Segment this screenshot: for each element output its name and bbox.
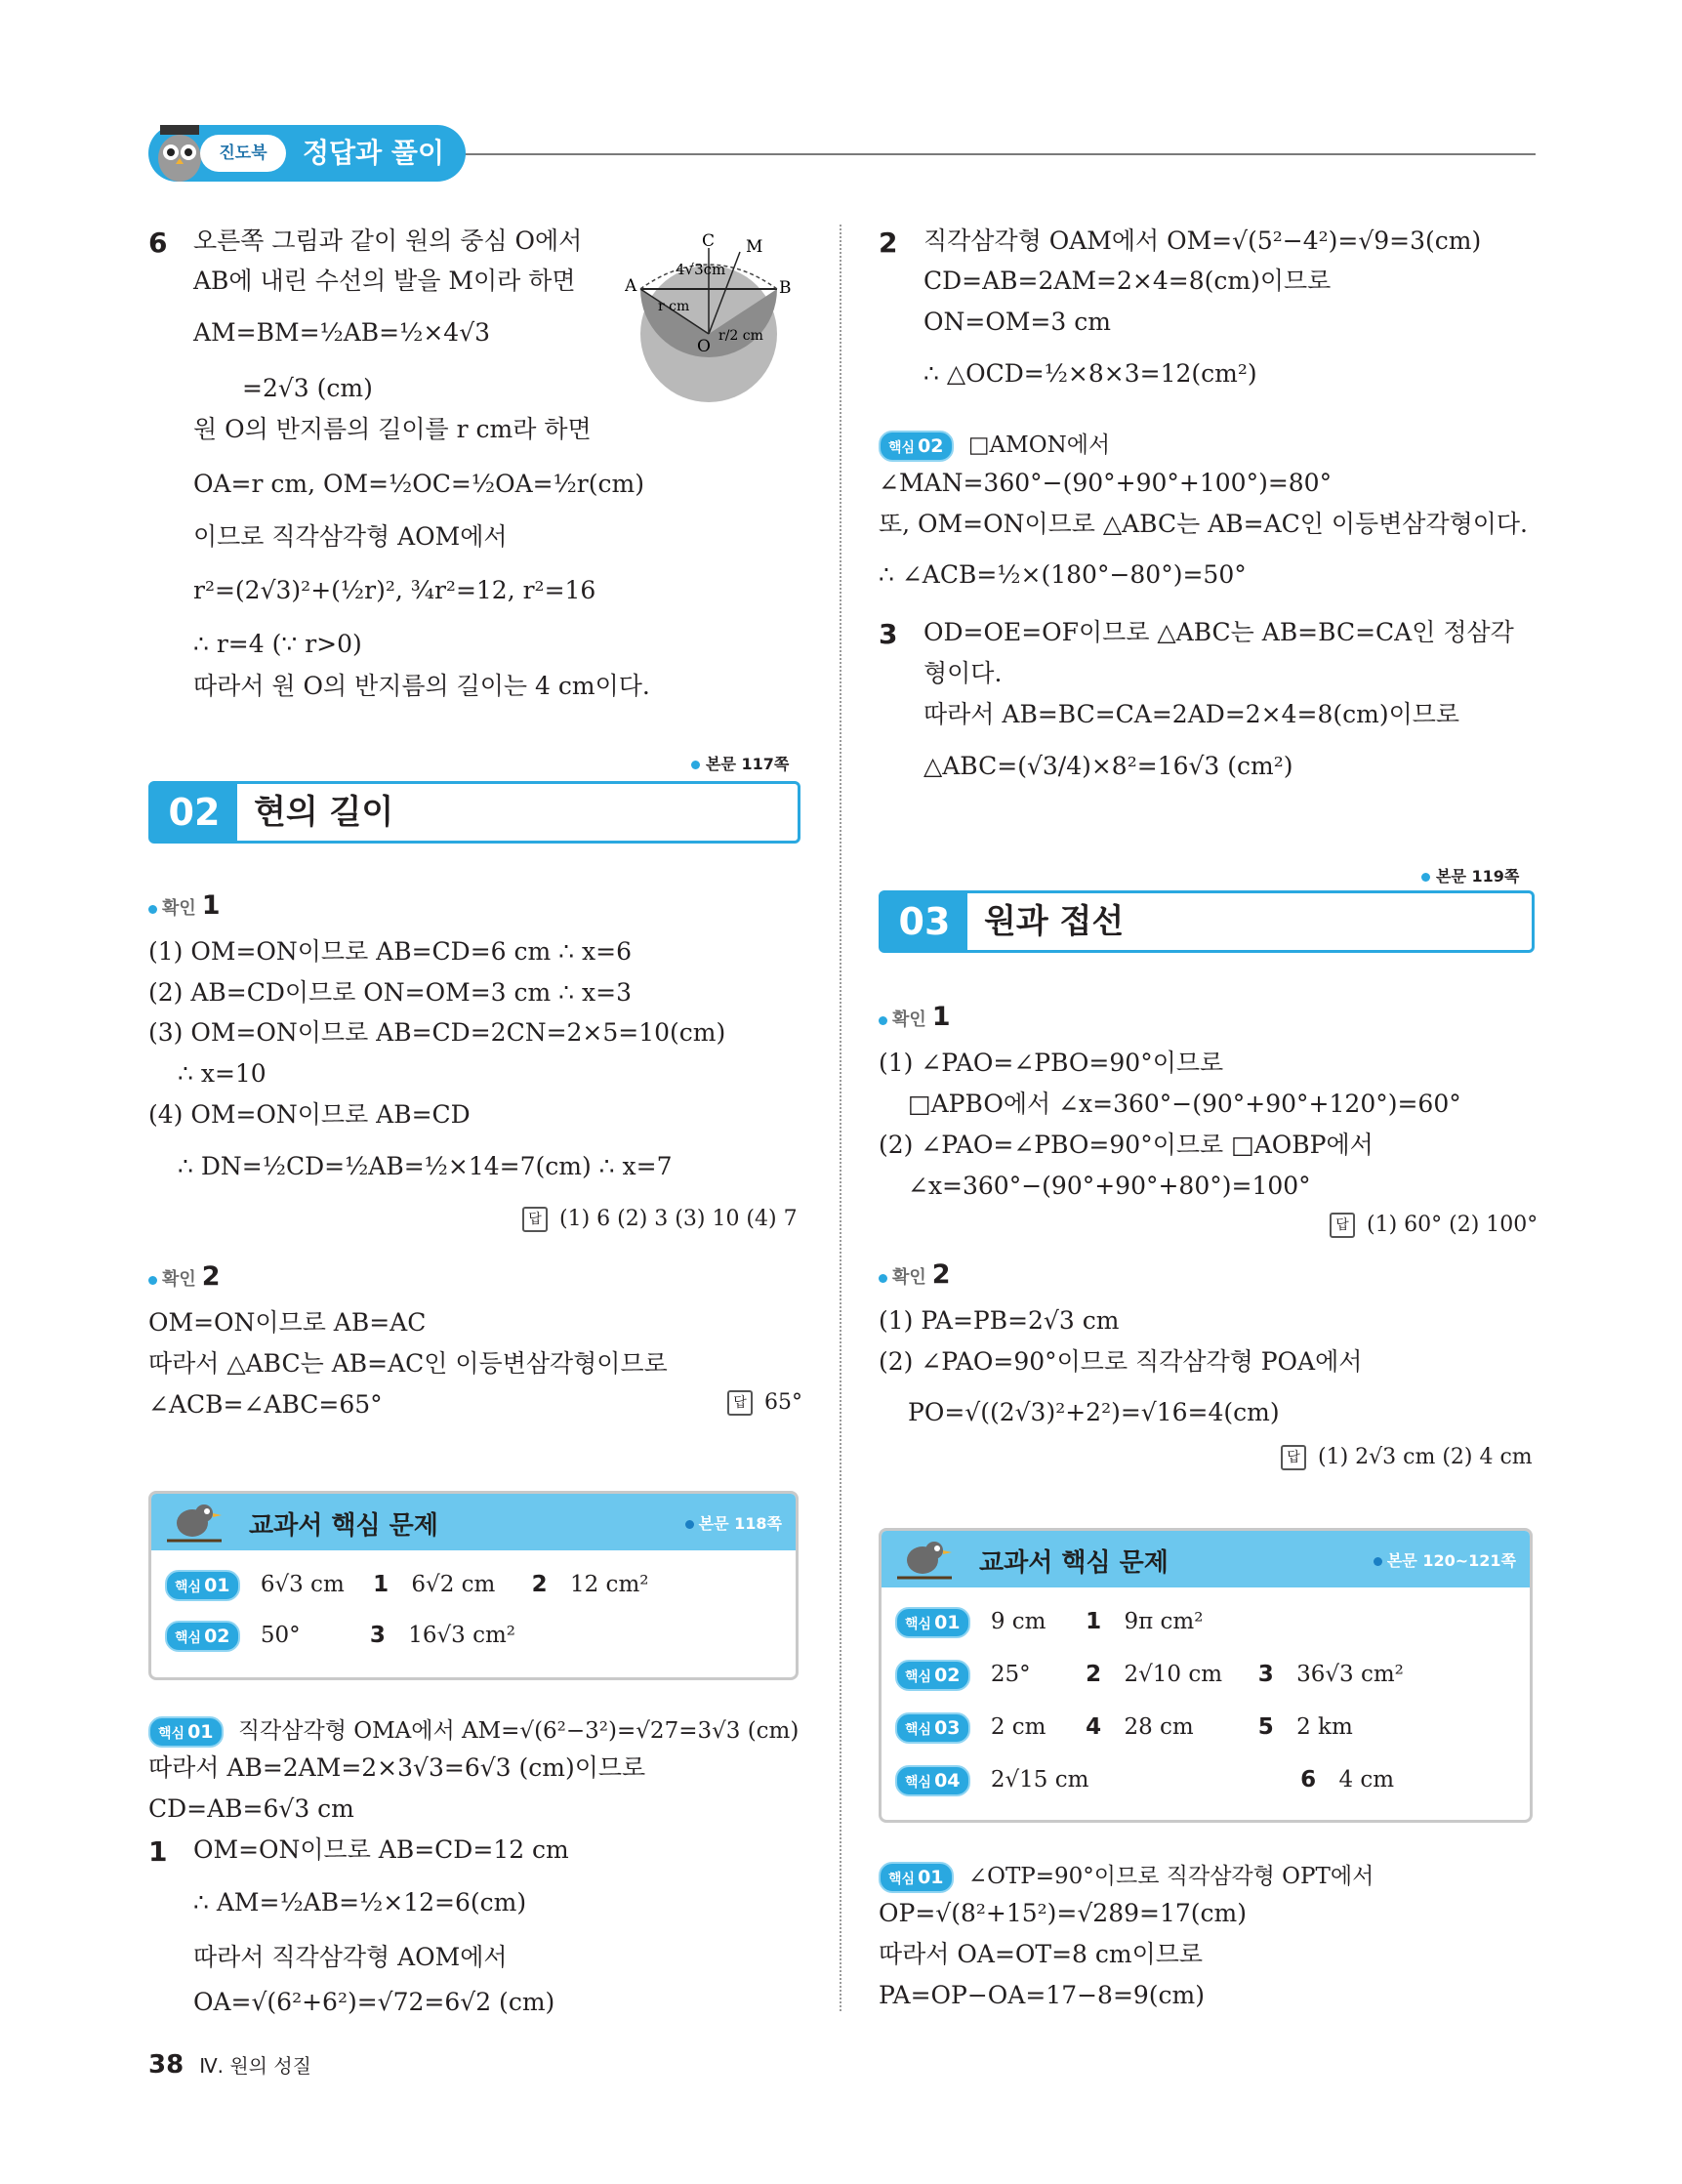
text-line: 원 O의 반지름의 길이를 r cm라 하면 <box>193 415 592 443</box>
header-pill: 진도북 <box>200 135 286 172</box>
text-line: 이므로 직각삼각형 AOM에서 <box>193 522 508 551</box>
text-line: (4) OM=ON이므로 AB=CD <box>148 1100 471 1129</box>
page-ref: 본문 120~121쪽 <box>1374 1548 1516 1571</box>
text-line: ∠ACB=∠ABC=65° <box>148 1390 383 1419</box>
core-title: 교과서 핵심 문제 <box>249 1511 438 1541</box>
text-line: CD=AB=6√3 cm <box>148 1794 354 1823</box>
text-line: 핵심 01 직각삼각형 OMA에서 AM=√(6²−3²)=√27=3√3 (cm) <box>148 1712 799 1748</box>
radius-label: r cm <box>658 299 690 314</box>
text-line: (1) OM=ON이므로 AB=CD=6 cm ∴ x=6 <box>148 937 632 966</box>
text-line: OA=r cm, OM=½OC=½OA=½r(cm) <box>193 470 644 498</box>
answer: 답 (1) 6 (2) 3 (3) 10 (4) 7 <box>522 1207 798 1232</box>
section-number: 02 <box>151 784 237 841</box>
answer: 답 (1) 2√3 cm (2) 4 cm <box>1281 1445 1533 1470</box>
text-line: ∴ ∠ACB=½×(180°−80°)=50° <box>879 560 1247 589</box>
label-B: B <box>779 278 792 298</box>
text-line: (3) OM=ON이므로 AB=CD=2CN=2×5=10(cm) <box>148 1018 726 1047</box>
core-title: 교과서 핵심 문제 <box>979 1548 1169 1578</box>
chord-length: 4√3cm <box>676 261 726 278</box>
text-line: ON=OM=3 cm <box>923 308 1111 336</box>
label-M: M <box>746 237 763 257</box>
text-line: ∴ △OCD=½×8×3=12(cm²) <box>923 359 1257 388</box>
text-line: 따라서 OA=OT=8 cm이므로 <box>879 1940 1204 1968</box>
core-row: 핵심 01 9 cm 1 9π cm² <box>895 1607 1203 1638</box>
core-row: 핵심 01 6√3 cm 1 6√2 cm 2 12 cm² <box>165 1570 648 1601</box>
text-line: ∠x=360°−(90°+90°+80°)=100° <box>908 1172 1311 1200</box>
text-line: ∴ AM=½AB=½×12=6(cm) <box>193 1888 527 1916</box>
text-line: 따라서 AB=BC=CA=2AD=2×4=8(cm)이므로 <box>923 700 1460 728</box>
page-ref: 본문 117쪽 <box>691 752 789 774</box>
text-line: ∴ DN=½CD=½AB=½×14=7(cm) ∴ x=7 <box>178 1152 673 1180</box>
core-row: 핵심 02 50° 3 16√3 cm² <box>165 1621 515 1652</box>
core-row: 핵심 04 2√15 cm 6 4 cm <box>895 1765 1394 1796</box>
circle-figure <box>625 230 793 408</box>
text-line: □APBO에서 ∠x=360°−(90°+90°+120°)=60° <box>908 1090 1461 1118</box>
problem-number: 3 <box>879 618 898 650</box>
column-divider <box>840 225 841 2011</box>
text-line: PO=√((2√3)²+2²)=√16=4(cm) <box>908 1398 1280 1426</box>
section-title: 원과 접선 <box>984 902 1125 941</box>
text-line: AM=BM=½AB=½×4√3 <box>193 318 491 347</box>
text-line: OP=√(8²+15²)=√289=17(cm) <box>879 1899 1247 1927</box>
core-problems-box <box>148 1491 799 1680</box>
core-row: 핵심 03 2 cm 4 28 cm 5 2 km <box>895 1712 1353 1744</box>
chapter-title: Ⅳ. 원의 성질 <box>199 2054 311 2078</box>
text-line: AB에 내린 수선의 발을 M이라 하면 <box>193 267 576 295</box>
check-label: 확인 2 <box>148 1261 221 1292</box>
bird-icon <box>891 1531 960 1587</box>
label-O: O <box>697 337 711 356</box>
text-line: 오른쪽 그림과 같이 원의 중심 O에서 <box>193 227 583 255</box>
text-line: CD=AB=2AM=2×4=8(cm)이므로 <box>923 267 1332 295</box>
check-label: 확인 1 <box>879 1002 951 1032</box>
page-number: 38 <box>148 2050 185 2080</box>
owl-mascot-icon <box>152 115 207 185</box>
text-line: 따라서 원 O의 반지름의 길이는 4 cm이다. <box>193 672 650 700</box>
section-number: 03 <box>882 893 967 950</box>
section-title-box <box>148 781 800 844</box>
text-line: =2√3 (cm) <box>242 374 373 402</box>
text-line: 형이다. <box>923 659 1003 687</box>
text-line: 따라서 △ABC는 AB=AC인 이등변삼각형이므로 <box>148 1349 668 1378</box>
text-line: 핵심 01 ∠OTP=90°이므로 직각삼각형 OPT에서 <box>879 1858 1374 1893</box>
page-footer <box>148 2050 311 2080</box>
answer: 답 (1) 60° (2) 100° <box>1330 1213 1538 1238</box>
text-line: r²=(2√3)²+(½r)², ¾r²=12, r²=16 <box>193 576 596 604</box>
check-label: 확인 1 <box>148 890 221 921</box>
text-line: ∴ x=10 <box>178 1059 267 1088</box>
bird-icon <box>161 1494 229 1550</box>
core-problems-box <box>879 1528 1533 1823</box>
problem-number: 2 <box>879 227 898 259</box>
page-ref: 본문 118쪽 <box>685 1511 782 1534</box>
text-line: (2) AB=CD이므로 ON=OM=3 cm ∴ x=3 <box>148 978 632 1007</box>
text-line: 따라서 직각삼각형 AOM에서 <box>193 1943 508 1971</box>
page-ref: 본문 119쪽 <box>1421 864 1519 886</box>
text-line: OM=ON이므로 AB=CD=12 cm <box>193 1835 569 1864</box>
text-line: (1) PA=PB=2√3 cm <box>879 1306 1120 1335</box>
text-line: OD=OE=OF이므로 △ABC는 AB=BC=CA인 정삼각 <box>923 618 1514 646</box>
half-radius-label: r/2 cm <box>718 328 763 344</box>
label-C: C <box>702 231 716 251</box>
text-line: PA=OP−OA=17−8=9(cm) <box>879 1981 1206 2009</box>
text-line: 핵심 02 □AMON에서 <box>879 427 1110 462</box>
section-title: 현의 길이 <box>254 793 394 832</box>
problem-number: 6 <box>148 227 168 259</box>
text-line: 직각삼각형 OAM에서 OM=√(5²−4²)=√9=3(cm) <box>923 227 1482 255</box>
text-line: ∠MAN=360°−(90°+90°+100°)=80° <box>879 469 1333 497</box>
text-line: (2) ∠PAO=90°이므로 직각삼각형 POA에서 <box>879 1347 1363 1376</box>
text-line: ∴ r=4 (∵ r>0) <box>193 630 362 658</box>
text-line: (1) ∠PAO=∠PBO=90°이므로 <box>879 1049 1224 1077</box>
text-line: △ABC=(√3/4)×8²=16√3 (cm²) <box>923 752 1293 780</box>
text-line: 따라서 AB=2AM=2×3√3=6√3 (cm)이므로 <box>148 1753 646 1782</box>
check-label: 확인 2 <box>879 1259 951 1290</box>
header-rule <box>459 153 1536 155</box>
core-row: 핵심 02 25° 2 2√10 cm 3 36√3 cm² <box>895 1660 1404 1691</box>
label-A: A <box>625 276 637 296</box>
header-title: 정답과 풀이 <box>303 137 444 169</box>
text-line: (2) ∠PAO=∠PBO=90°이므로 □AOBP에서 <box>879 1131 1374 1159</box>
problem-number: 1 <box>148 1835 168 1868</box>
text-line: 또, OM=ON이므로 △ABC는 AB=AC인 이등변삼각형이다. <box>879 510 1528 538</box>
text-line: OA=√(6²+6²)=√72=6√2 (cm) <box>193 1988 555 2016</box>
answer: 답 65° <box>727 1390 802 1416</box>
text-line: OM=ON이므로 AB=AC <box>148 1308 427 1337</box>
section-title-box <box>879 890 1535 953</box>
